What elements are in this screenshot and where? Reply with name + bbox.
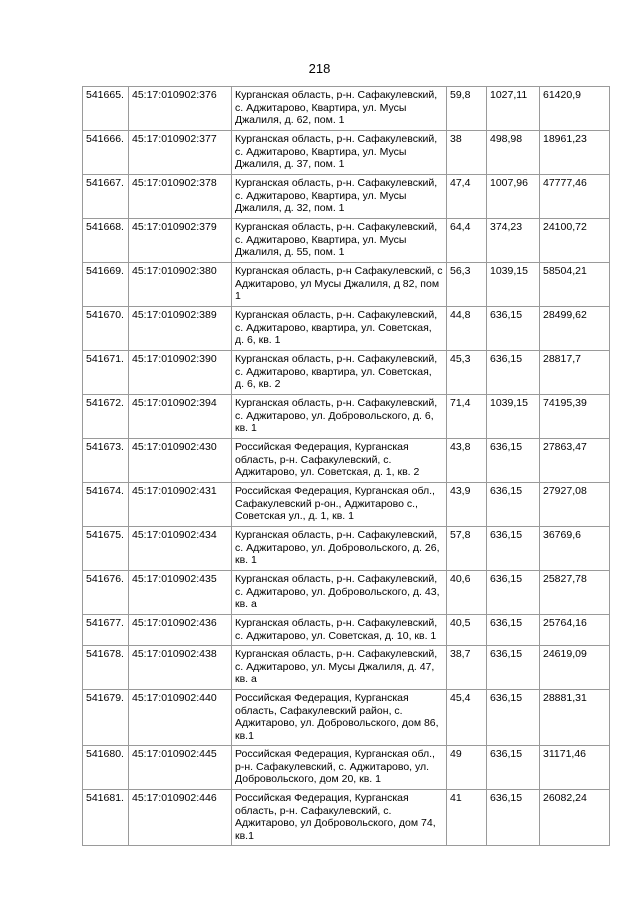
row-number-cell: 541673. (83, 439, 129, 483)
table-row (83, 395, 610, 439)
rate-cell: 498,98 (487, 131, 540, 175)
row-number-cell: 541668. (83, 219, 129, 263)
address-cell: Российская Федерация, Курганская область, Сафакулевский район, с. Аджитарово, ул. Добровольского, дом 86, кв.1 (232, 690, 447, 746)
row-number-cell: 541667. (83, 175, 129, 219)
cadastral-number-cell: 45:17:010902:378 (129, 175, 232, 219)
cadastral-value-cell: 25827,78 (540, 571, 610, 615)
rate-cell: 636,15 (487, 615, 540, 646)
rate-cell: 636,15 (487, 439, 540, 483)
cadastral-number-cell: 45:17:010902:446 (129, 790, 232, 846)
rate-cell: 636,15 (487, 307, 540, 351)
address-cell: Курганская область, р-н. Сафакулевский, с. Аджитарово, ул. Добровольского, д. 26, кв. 1 (232, 527, 447, 571)
address-cell: Курганская область, р-н Сафакулевский, с Аджитарово, ул Мусы Джалиля, д 82, пом 1 (232, 263, 447, 307)
table-row (83, 483, 610, 527)
row-number-cell: 541670. (83, 307, 129, 351)
cadastral-value-cell: 28499,62 (540, 307, 610, 351)
address-cell: Курганская область, р-н. Сафакулевский, с. Аджитарово, квартира, ул. Советская, д. 6, кв. 2 (232, 351, 447, 395)
area-cell: 71,4 (447, 395, 487, 439)
cadastral-value-cell: 31171,46 (540, 746, 610, 790)
table-row (83, 87, 610, 131)
area-cell: 56,3 (447, 263, 487, 307)
area-cell: 38 (447, 131, 487, 175)
rate-cell: 636,15 (487, 483, 540, 527)
cadastral-value-cell: 27927,08 (540, 483, 610, 527)
cadastral-number-cell: 45:17:010902:377 (129, 131, 232, 175)
cadastral-value-cell: 36769,6 (540, 527, 610, 571)
rate-cell: 636,15 (487, 571, 540, 615)
row-number-cell: 541677. (83, 615, 129, 646)
area-cell: 59,8 (447, 87, 487, 131)
area-cell: 43,9 (447, 483, 487, 527)
area-cell: 38,7 (447, 646, 487, 690)
row-number-cell: 541678. (83, 646, 129, 690)
cadastral-value-cell: 58504,21 (540, 263, 610, 307)
row-number-cell: 541666. (83, 131, 129, 175)
address-cell: Курганская область, р-н. Сафакулевский, с. Аджитарово, ул. Добровольского, д. 6, кв. 1 (232, 395, 447, 439)
address-cell: Курганская область, р-н. Сафакулевский, с. Аджитарово, ул. Мусы Джалиля, д. 47, кв. а (232, 646, 447, 690)
area-cell: 45,4 (447, 690, 487, 746)
cadastral-number-cell: 45:17:010902:435 (129, 571, 232, 615)
row-number-cell: 541675. (83, 527, 129, 571)
table-row (83, 790, 610, 846)
cadastral-number-cell: 45:17:010902:390 (129, 351, 232, 395)
table-row (83, 527, 610, 571)
area-cell: 47,4 (447, 175, 487, 219)
cadastral-number-cell: 45:17:010902:376 (129, 87, 232, 131)
area-cell: 64,4 (447, 219, 487, 263)
cadastral-value-cell: 61420,9 (540, 87, 610, 131)
page-number: 218 (308, 61, 331, 76)
cadastral-number-cell: 45:17:010902:438 (129, 646, 232, 690)
area-cell: 49 (447, 746, 487, 790)
address-cell: Курганская область, р-н. Сафакулевский, с. Аджитарово, квартира, ул. Советская, д. 6, кв. 1 (232, 307, 447, 351)
cadastral-number-cell: 45:17:010902:440 (129, 690, 232, 746)
cadastral-number-cell: 45:17:010902:436 (129, 615, 232, 646)
rate-cell: 636,15 (487, 690, 540, 746)
area-cell: 40,6 (447, 571, 487, 615)
address-cell: Курганская область, р-н. Сафакулевский, с. Аджитарово, Квартира, ул. Мусы Джалиля, д. 32, пом. 1 (232, 175, 447, 219)
table-row (83, 131, 610, 175)
cadastral-value-cell: 28817,7 (540, 351, 610, 395)
rate-cell: 636,15 (487, 351, 540, 395)
row-number-cell: 541681. (83, 790, 129, 846)
cadastral-number-cell: 45:17:010902:431 (129, 483, 232, 527)
table-row (83, 351, 610, 395)
rate-cell: 1039,15 (487, 263, 540, 307)
address-cell: Курганская область, р-н. Сафакулевский, с. Аджитарово, ул. Добровольского, д. 43, кв. а (232, 571, 447, 615)
table-row (83, 746, 610, 790)
cadastral-number-cell: 45:17:010902:394 (129, 395, 232, 439)
cadastral-value-cell: 27863,47 (540, 439, 610, 483)
area-cell: 41 (447, 790, 487, 846)
area-cell: 45,3 (447, 351, 487, 395)
cadastral-value-cell: 18961,23 (540, 131, 610, 175)
rate-cell: 636,15 (487, 646, 540, 690)
row-number-cell: 541679. (83, 690, 129, 746)
registry-table (82, 86, 610, 846)
registry-table-body (83, 87, 610, 846)
table-row (83, 263, 610, 307)
address-cell: Российская Федерация, Курганская область, р-н. Сафакулевский, с. Аджитарово, ул. Советская, д. 1, кв. 2 (232, 439, 447, 483)
address-cell: Курганская область, р-н. Сафакулевский, с. Аджитарово, Квартира, ул. Мусы Джалиля, д. 55, пом. 1 (232, 219, 447, 263)
cadastral-value-cell: 74195,39 (540, 395, 610, 439)
row-number-cell: 541665. (83, 87, 129, 131)
address-cell: Российская Федерация, Курганская обл., р-н. Сафакулевский, с. Аджитарово, ул. Добровольского, дом 20, кв. 1 (232, 746, 447, 790)
table-row (83, 571, 610, 615)
area-cell: 57,8 (447, 527, 487, 571)
cadastral-number-cell: 45:17:010902:434 (129, 527, 232, 571)
cadastral-number-cell: 45:17:010902:389 (129, 307, 232, 351)
cadastral-value-cell: 28881,31 (540, 690, 610, 746)
table-row (83, 646, 610, 690)
rate-cell: 1007,96 (487, 175, 540, 219)
area-cell: 40,5 (447, 615, 487, 646)
cadastral-number-cell: 45:17:010902:379 (129, 219, 232, 263)
rate-cell: 1039,15 (487, 395, 540, 439)
row-number-cell: 541669. (83, 263, 129, 307)
row-number-cell: 541671. (83, 351, 129, 395)
table-row (83, 307, 610, 351)
cadastral-value-cell: 47777,46 (540, 175, 610, 219)
cadastral-value-cell: 24100,72 (540, 219, 610, 263)
address-cell: Курганская область, р-н. Сафакулевский, с. Аджитарово, Квартира, ул. Мусы Джалиля, д. 62, пом. 1 (232, 87, 447, 131)
address-cell: Курганская область, р-н. Сафакулевский, с. Аджитарово, ул. Советская, д. 10, кв. 1 (232, 615, 447, 646)
rate-cell: 1027,11 (487, 87, 540, 131)
row-number-cell: 541674. (83, 483, 129, 527)
table-row (83, 439, 610, 483)
address-cell: Российская Федерация, Курганская обл., Сафакулевский р-он., Аджитарово с., Советская ул., д. 1, кв. 1 (232, 483, 447, 527)
row-number-cell: 541680. (83, 746, 129, 790)
cadastral-value-cell: 26082,24 (540, 790, 610, 846)
table-row (83, 219, 610, 263)
row-number-cell: 541672. (83, 395, 129, 439)
table-row (83, 690, 610, 746)
table-row (83, 615, 610, 646)
rate-cell: 636,15 (487, 527, 540, 571)
rate-cell: 636,15 (487, 790, 540, 846)
rate-cell: 636,15 (487, 746, 540, 790)
address-cell: Российская Федерация, Курганская область, р-н. Сафакулевский, с. Аджитарово, ул Добровольского, дом 74, кв.1 (232, 790, 447, 846)
cadastral-number-cell: 45:17:010902:380 (129, 263, 232, 307)
table-row (83, 175, 610, 219)
cadastral-number-cell: 45:17:010902:430 (129, 439, 232, 483)
row-number-cell: 541676. (83, 571, 129, 615)
area-cell: 44,8 (447, 307, 487, 351)
cadastral-number-cell: 45:17:010902:445 (129, 746, 232, 790)
address-cell: Курганская область, р-н. Сафакулевский, с. Аджитарово, Квартира, ул. Мусы Джалиля, д. 37, пом. 1 (232, 131, 447, 175)
area-cell: 43,8 (447, 439, 487, 483)
rate-cell: 374,23 (487, 219, 540, 263)
cadastral-value-cell: 25764,16 (540, 615, 610, 646)
cadastral-value-cell: 24619,09 (540, 646, 610, 690)
